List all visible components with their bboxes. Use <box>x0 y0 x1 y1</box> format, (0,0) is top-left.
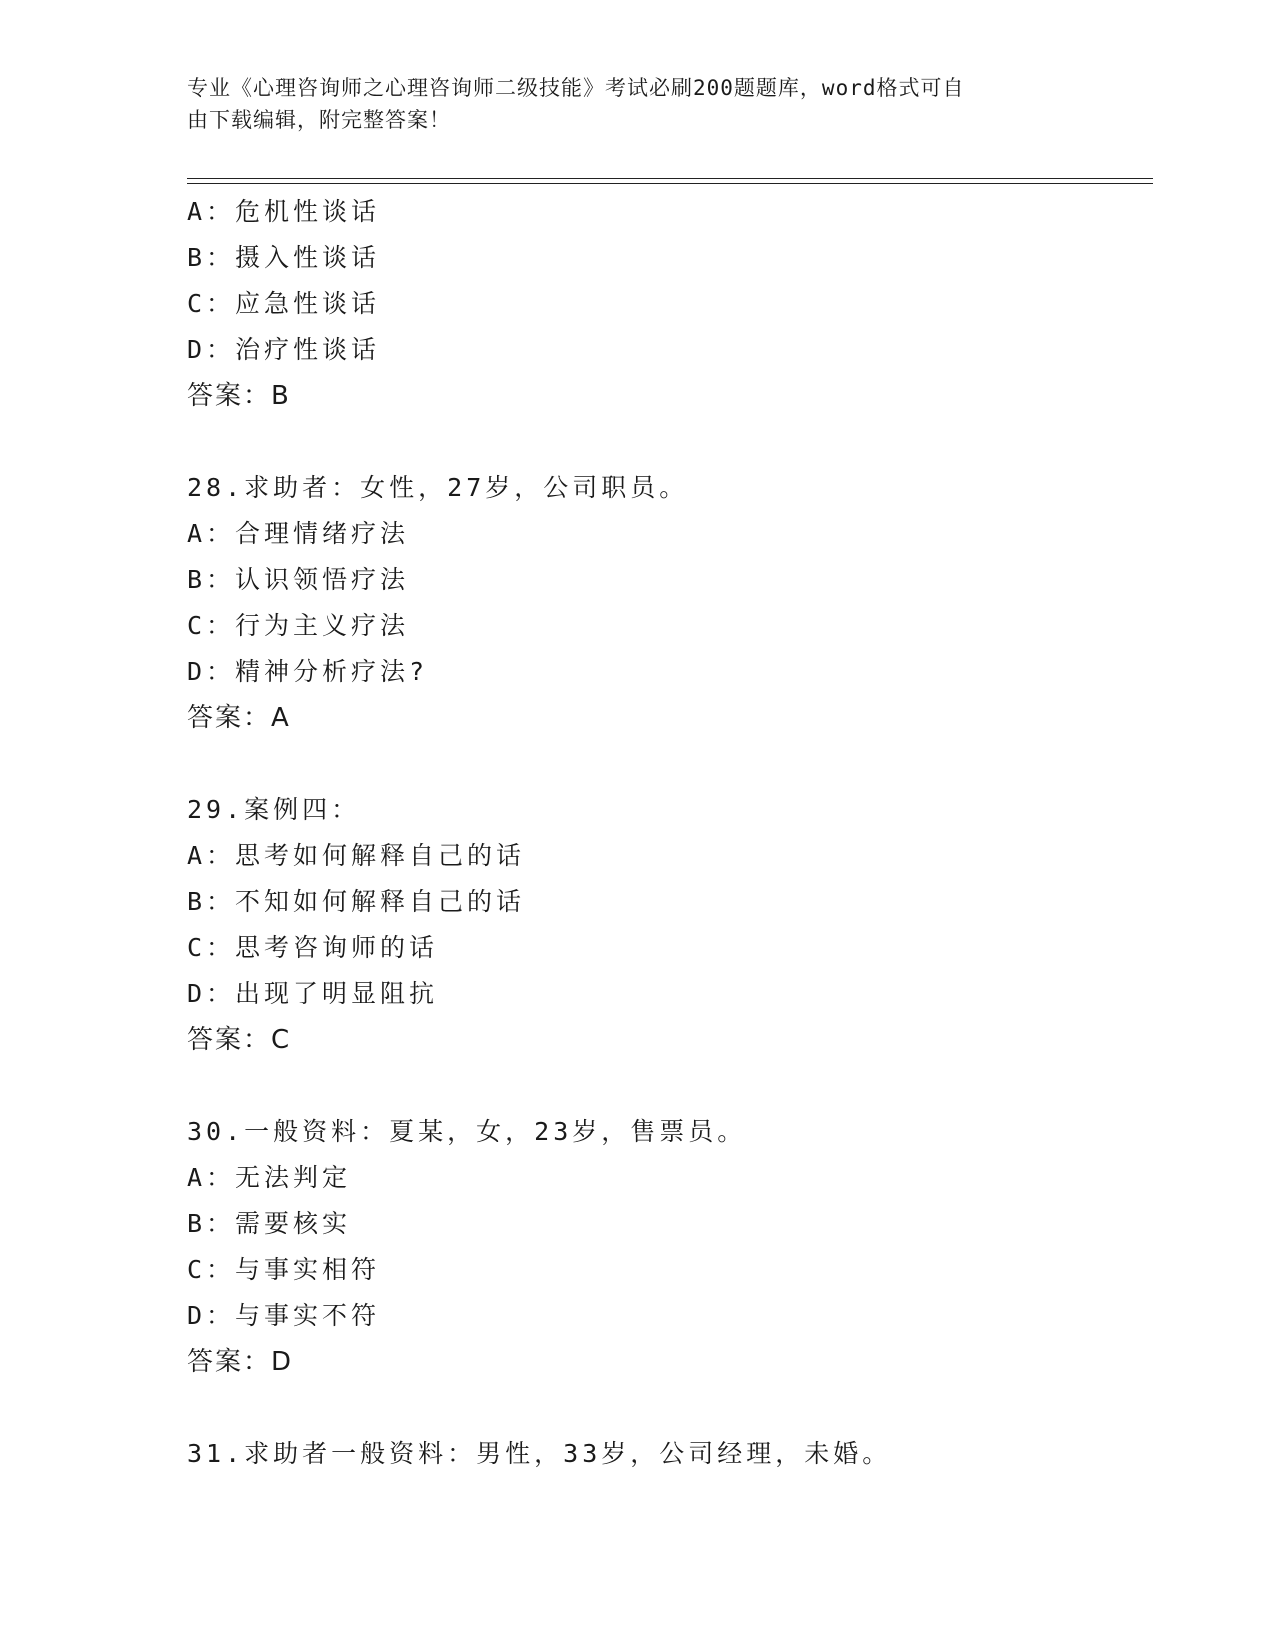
option-b: B：摄入性谈话 <box>187 243 381 272</box>
option-a: A：危机性谈话 <box>187 197 381 226</box>
option-a: A：无法判定 <box>187 1163 352 1192</box>
option-c: C：与事实相符 <box>187 1255 381 1284</box>
header-line-1: 专业《心理咨询师之心理咨询师二级技能》考试必刷200题题库，word格式可自 <box>187 76 965 100</box>
header-rule-top <box>187 178 1153 179</box>
question-stem: 28.求助者：女性，27岁，公司职员。 <box>187 473 689 502</box>
spacer <box>187 1385 1147 1431</box>
spacer <box>187 741 1147 787</box>
option-d: D：与事实不符 <box>187 1301 381 1330</box>
answer-line: 答案：C <box>187 1025 292 1055</box>
question-list <box>187 189 1147 1477</box>
header-line-2: 由下载编辑，附完整答案！ <box>187 108 451 132</box>
option-b: B：不知如何解释自己的话 <box>187 887 526 916</box>
question-block <box>187 1109 1147 1385</box>
answer-line: 答案：B <box>187 381 291 411</box>
question-block <box>187 787 1147 1063</box>
spacer <box>187 1063 1147 1109</box>
option-c: C：应急性谈话 <box>187 289 381 318</box>
option-c: C：行为主义疗法 <box>187 611 410 640</box>
option-c: C：思考咨询师的话 <box>187 933 439 962</box>
spacer <box>187 419 1147 465</box>
question-stem: 30.一般资料：夏某，女，23岁，售票员。 <box>187 1117 747 1146</box>
answer-line: 答案：A <box>187 703 291 733</box>
option-d: D：出现了明显阻抗 <box>187 979 439 1008</box>
question-stem: 31.求助者一般资料：男性，33岁，公司经理，未婚。 <box>187 1439 892 1468</box>
option-a: A：思考如何解释自己的话 <box>187 841 526 870</box>
option-d: D：精神分析疗法? <box>187 657 429 686</box>
option-b: B：认识领悟疗法 <box>187 565 410 594</box>
answer-line: 答案：D <box>187 1347 294 1377</box>
header-rule-bottom <box>187 183 1153 184</box>
document-header <box>187 72 1067 136</box>
question-block <box>187 189 1147 419</box>
option-d: D：治疗性谈话 <box>187 335 381 364</box>
option-a: A：合理情绪疗法 <box>187 519 410 548</box>
question-block <box>187 1431 1147 1477</box>
question-stem: 29.案例四： <box>187 795 361 824</box>
question-block <box>187 465 1147 741</box>
option-b: B：需要核实 <box>187 1209 352 1238</box>
